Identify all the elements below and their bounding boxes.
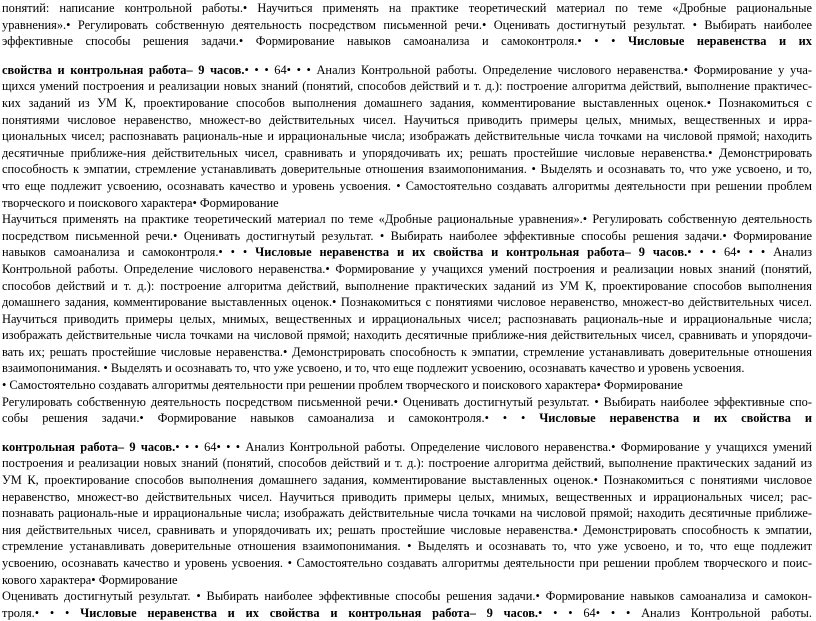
text-line: взаимопонимания. • Выделять и осознавать то, что уже усвоено, и то, что еще подлежит усвоению, осознавать качество и уровень усвоения. (2, 361, 745, 376)
text-line: построения и реализации новых знаний (понятий, способов действий и т. д.): построение алгоритма действий, выполнение практических заданий из (2, 456, 812, 471)
text-line: троля.• • • Числовые неравенства и их свойства и контрольная работа– 9 часов.• • • 64• • • Анализ Контрольной работы. (2, 605, 812, 620)
text-line: изображать действительные числа точками на числовой прямой; находить десятичные приближе-ния действительных чисел, сравнивать и упорядочи- (2, 328, 812, 343)
text-line: • Самостоятельно создавать алгоритмы деятельности при решении проблем творческого и поискового характера• Формирование (2, 378, 683, 393)
text-line: Оценивать достигнутый результат. • Выбирать наиболее эффективные способы решения задачи.• Формирование навыков самоанализа и самокон- (2, 589, 812, 604)
text-line: Научиться приводить примеры целых, мнимых, вещественных и иррациональных чисел; распознавать рациональ-ные и иррациональные числа; (2, 311, 812, 326)
text-line: свойства и контрольная работа– 9 часов.• • • 64• • • Анализ Контрольной работы. Определение числового неравенства.• Формирование у уча- (2, 62, 812, 77)
text-line: Регулировать собственную деятельность посредством письменной речи.• Оценивать достигнутый результат. • Выбирать наиболее эффективные спо- (2, 394, 812, 409)
text-line: Контрольной работы. Определение числового неравенства.• Формирование у учащихся умений построения и реализации новых знаний (понятий, (2, 261, 812, 276)
text-line: стремление устанавливать доверительные отношения взаимопонимания. • Выделять и осознавать то, что уже усвоено, и то, что еще подлежит (2, 539, 812, 554)
text-line: Научиться применять на практике теоретический материал по теме «Дробные рациональные уравнения».• Регулировать собственную деятельность (2, 212, 812, 227)
text-line: собы решения задачи.• Формирование навыков самоанализа и самоконтроля.• • • Числовые неравенства и их свойства и (2, 411, 812, 426)
text-line: УМ К, проектирование способов выполнения домашнего задания, комментирование выставленных оценок.• Познакомиться с понятиями числовое (2, 473, 812, 488)
text-line: вать их; решать простейшие числовые неравенства.• Демонстрировать способность к эмпатии, стремление устанавливать доверительные отношения (2, 344, 812, 359)
text-line: творческого и поискового характера• Формирование (2, 195, 279, 210)
text-line: щихся умений построения и реализации новых знаний (понятий, способов действий и т. д.): построение алгоритма действий, выполнение практичес- (2, 79, 812, 94)
text-line: усвоению, осознавать качество и уровень усвоения. • Самостоятельно создавать алгоритмы деятельности при решении проблем творческого и поис- (2, 556, 812, 570)
text-line: познавать рациональ-ные и иррациональные числа; изображать действительные числа точками на числовой прямой; находить десятичные приближе- (2, 506, 812, 521)
text-line: неравенство, множест-во действительных чисел. Научиться приводить примеры целых, мнимых, вещественных и иррациональных чисел; рас- (2, 489, 812, 504)
text-line: посредством письменной речи.• Оценивать достигнутый результат. • Выбирать наиболее эффективные способы решения задачи.• Формирование (2, 228, 812, 243)
text-line: циональных чисел; распознавать рациональ-ные и иррациональные числа; изображать действительные числа точками на числовой прямой; находить (2, 129, 812, 144)
text-line: способов действий и т. д.): построение алгоритма действий, выполнение практических заданий из УМ К, проектирование способов выполнения (2, 278, 812, 293)
paragraph-gap (2, 427, 812, 439)
text-line: что еще подлежит усвоению, осознавать качество и уровень усвоения. • Самостоятельно создавать алгоритмы деятельности при решении проблем (2, 178, 812, 193)
text-line: уравнения».• Регулировать собственную деятельность посредством письменной речи.• Оценивать достигнутый результат. • Выбирать наиболее (2, 17, 812, 32)
text-line: ния действительных чисел, сравнивать и упорядочивать их; решать простейшие числовые неравенства.• Демонстрировать способность к эмпатии, (2, 522, 812, 537)
text-line: ких заданий из УМ К, проектирование способов выполнения домашнего задания, комментирование выставленных оценок.• Познакомиться с (2, 95, 812, 110)
text-line: способность к эмпатии, стремление устанавливать доверительные отношения взаимопонимания. • Выделять и осознавать то, что уже усвоено, и то, (2, 162, 812, 177)
text-line: контрольная работа– 9 часов.• • • 64• • • Анализ Контрольной работы. Определение числового неравенства.• Формирование у учащихся умений (2, 439, 812, 454)
paragraph-gap (2, 50, 812, 62)
text-line: десятичные приближе-ния действительных чисел, сравнивать и упорядочивать их; решать простейшие числовые неравенства.• Демонстрировать (2, 145, 812, 160)
text-line: понятиями числовое неравенство, множест-во действительных чисел. Научиться приводить примеры целых, мнимых, вещественных и ирра- (2, 112, 812, 127)
text-line: эффективные способы решения задачи.• Формирование навыков самоанализа и самоконтроля.• • • Числовые неравенства и их (2, 34, 812, 49)
text-line: понятий: написание контрольной работы.• Научиться применять на практике теоретический материал по теме «Дробные рациональные (2, 1, 812, 15)
text-line: домашнего задания, комментирование выставленных оценок.• Познакомиться с понятиями числовое неравенство, множест-во действительных чисел. (2, 295, 812, 310)
text-line: кового характера• Формирование (2, 572, 178, 587)
text-line: навыков самоанализа и самоконтроля.• • • Числовые неравенства и их свойства и контрольная работа– 9 часов.• • • 64• • • Анализ (2, 245, 812, 260)
